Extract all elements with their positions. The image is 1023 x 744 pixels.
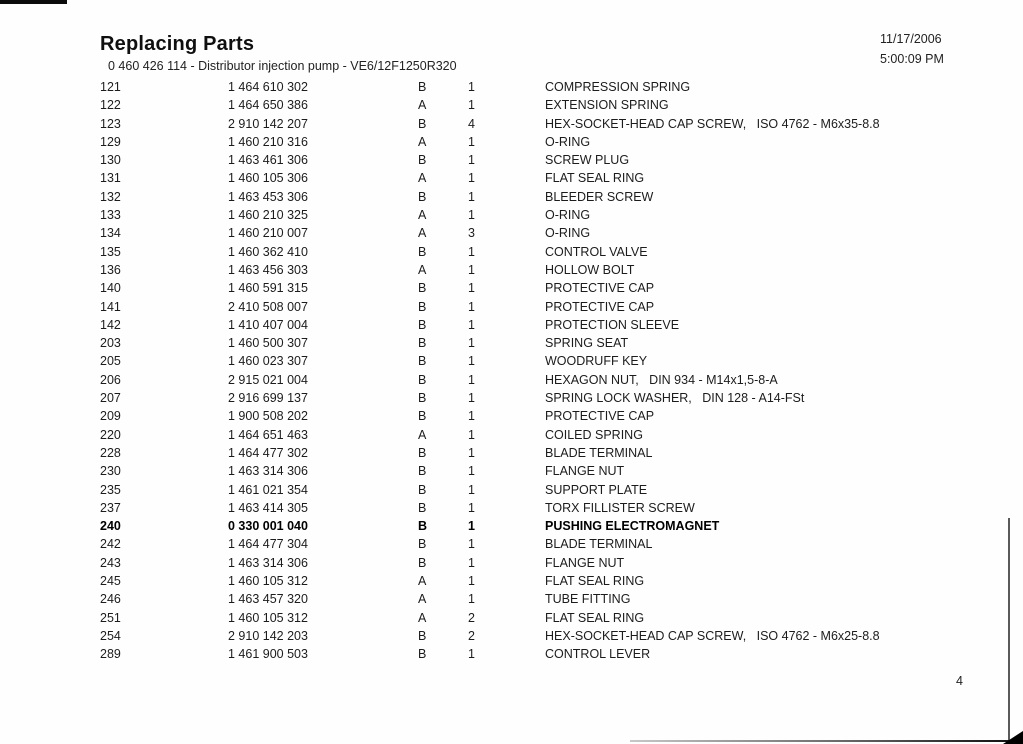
table-row: [100, 206, 995, 224]
description-cell: FLAT SEAL RING: [545, 610, 645, 625]
description-cell: O-RING: [545, 208, 591, 223]
item-number-cell: 131: [100, 171, 121, 186]
table-row: [100, 645, 995, 663]
table-row: [100, 96, 995, 114]
table-row: [100, 426, 995, 444]
description-cell: BLEEDER SCREW: [545, 189, 654, 204]
part-number-cell: 1 463 456 303: [228, 262, 308, 277]
quantity-cell: 1: [468, 153, 475, 168]
quantity-cell: 1: [468, 445, 475, 460]
item-number-cell: 205: [100, 354, 121, 369]
table-row: [100, 554, 995, 572]
code-cell: B: [418, 281, 427, 296]
table-row: [100, 243, 995, 261]
code-cell: B: [418, 555, 427, 570]
quantity-cell: 2: [468, 610, 475, 625]
quantity-cell: 1: [468, 281, 475, 296]
part-number-cell: 1 900 508 202: [228, 409, 308, 424]
description-cell: TUBE FITTING: [545, 592, 631, 607]
description-cell: O-RING: [545, 226, 591, 241]
table-row: [100, 609, 995, 627]
description-cell: EXTENSION SPRING: [545, 98, 669, 113]
item-number-cell: 220: [100, 427, 121, 442]
code-cell: A: [418, 427, 427, 442]
code-cell: A: [418, 171, 427, 186]
table-row: [100, 627, 995, 645]
parts-table: [100, 78, 995, 664]
table-row: [100, 499, 995, 517]
quantity-cell: 1: [468, 208, 475, 223]
part-number-cell: 2 910 142 207: [228, 116, 308, 131]
description-cell: FLAT SEAL RING: [545, 574, 645, 589]
description-cell: HEX-SOCKET-HEAD CAP SCREW, ISO 4762 - M6x25-8.8: [545, 628, 880, 643]
part-number-cell: 2 410 508 007: [228, 299, 308, 314]
code-cell: B: [418, 354, 427, 369]
table-row: [100, 371, 995, 389]
code-cell: B: [418, 336, 427, 351]
description-cell: HEXAGON NUT, DIN 934 - M14x1,5-8-A: [545, 372, 778, 387]
description-cell: O-RING: [545, 134, 591, 149]
part-number-cell: 0 330 001 040: [228, 519, 308, 534]
part-number-cell: 1 464 477 302: [228, 445, 308, 460]
code-cell: B: [418, 244, 427, 259]
code-cell: B: [418, 500, 427, 515]
table-row: [100, 481, 995, 499]
part-number-cell: 1 460 362 410: [228, 244, 308, 259]
item-number-cell: 230: [100, 464, 121, 479]
part-number-cell: 1 463 461 306: [228, 153, 308, 168]
item-number-cell: 134: [100, 226, 121, 241]
description-cell: CONTROL LEVER: [545, 647, 651, 662]
code-cell: A: [418, 262, 427, 277]
quantity-cell: 1: [468, 592, 475, 607]
part-number-cell: 1 460 105 306: [228, 171, 308, 186]
table-row: [100, 133, 995, 151]
code-cell: B: [418, 189, 427, 204]
table-row: [100, 352, 995, 370]
table-row: [100, 115, 995, 133]
code-cell: B: [418, 391, 427, 406]
quantity-cell: 1: [468, 372, 475, 387]
part-number-cell: 2 916 699 137: [228, 391, 308, 406]
table-row: [100, 78, 995, 96]
table-row: [100, 224, 995, 242]
quantity-cell: 1: [468, 262, 475, 277]
scan-artifact-top-bar: [0, 0, 67, 4]
part-number-cell: 1 464 650 386: [228, 98, 308, 113]
item-number-cell: 251: [100, 610, 121, 625]
description-cell: PUSHING ELECTROMAGNET: [545, 519, 720, 534]
code-cell: A: [418, 98, 427, 113]
code-cell: B: [418, 317, 427, 332]
quantity-cell: 1: [468, 555, 475, 570]
quantity-cell: 1: [468, 391, 475, 406]
item-number-cell: 203: [100, 336, 121, 351]
page-title: Replacing Parts: [100, 33, 255, 55]
item-number-cell: 121: [100, 80, 121, 94]
code-cell: A: [418, 574, 427, 589]
item-number-cell: 242: [100, 537, 121, 552]
item-number-cell: 240: [100, 519, 121, 534]
table-row: [100, 590, 995, 608]
quantity-cell: 1: [468, 317, 475, 332]
table-row: [100, 188, 995, 206]
part-number-cell: 1 460 105 312: [228, 610, 308, 625]
quantity-cell: 1: [468, 171, 475, 186]
code-cell: B: [418, 628, 427, 643]
part-number-cell: 1 461 021 354: [228, 482, 308, 497]
description-cell: FLANGE NUT: [545, 464, 625, 479]
quantity-cell: 1: [468, 519, 475, 534]
part-number-cell: 1 460 210 325: [228, 208, 308, 223]
table-row: [100, 462, 995, 480]
quantity-cell: 1: [468, 464, 475, 479]
code-cell: B: [418, 409, 427, 424]
quantity-cell: 1: [468, 336, 475, 351]
part-number-cell: 1 460 591 315: [228, 281, 308, 296]
code-cell: B: [418, 647, 427, 662]
quantity-cell: 1: [468, 427, 475, 442]
quantity-cell: 1: [468, 409, 475, 424]
part-number-cell: 1 464 651 463: [228, 427, 308, 442]
table-row: [100, 151, 995, 169]
quantity-cell: 1: [468, 647, 475, 662]
description-cell: SPRING SEAT: [545, 336, 629, 351]
part-number-cell: 1 463 453 306: [228, 189, 308, 204]
description-cell: TORX FILLISTER SCREW: [545, 500, 695, 515]
description-cell: CONTROL VALVE: [545, 244, 648, 259]
item-number-cell: 235: [100, 482, 121, 497]
code-cell: A: [418, 592, 427, 607]
code-cell: B: [418, 299, 427, 314]
description-cell: WOODRUFF KEY: [545, 354, 648, 369]
item-number-cell: 123: [100, 116, 121, 131]
part-number-cell: 1 460 210 316: [228, 134, 308, 149]
table-row: [100, 261, 995, 279]
part-number-cell: 1 460 210 007: [228, 226, 308, 241]
item-number-cell: 140: [100, 281, 121, 296]
quantity-cell: 1: [468, 574, 475, 589]
quantity-cell: 1: [468, 189, 475, 204]
time-label: 5:00:09 PM: [880, 52, 944, 66]
quantity-cell: 3: [468, 226, 475, 241]
description-cell: SPRING LOCK WASHER, DIN 128 - A14-FSt: [545, 391, 805, 406]
description-cell: FLANGE NUT: [545, 555, 625, 570]
table-row: [100, 517, 995, 535]
page-subtitle: 0 460 426 114 - Distributor injection pump - VE6/12F1250R320: [108, 59, 457, 73]
item-number-cell: 206: [100, 372, 121, 387]
item-number-cell: 237: [100, 500, 121, 515]
description-cell: SUPPORT PLATE: [545, 482, 648, 497]
item-number-cell: 246: [100, 592, 121, 607]
code-cell: A: [418, 134, 427, 149]
item-number-cell: 142: [100, 317, 121, 332]
description-cell: HOLLOW BOLT: [545, 262, 635, 277]
part-number-cell: 1 463 457 320: [228, 592, 308, 607]
timestamp-block: [880, 29, 944, 69]
item-number-cell: 243: [100, 555, 121, 570]
table-row: [100, 444, 995, 462]
part-number-cell: 1 461 900 503: [228, 647, 308, 662]
code-cell: A: [418, 226, 427, 241]
quantity-cell: 2: [468, 628, 475, 643]
code-cell: B: [418, 537, 427, 552]
part-number-cell: 1 460 500 307: [228, 336, 308, 351]
description-cell: PROTECTIVE CAP: [545, 409, 655, 424]
part-number-cell: 1 463 314 306: [228, 464, 308, 479]
quantity-cell: 1: [468, 354, 475, 369]
table-row: [100, 572, 995, 590]
description-cell: PROTECTIVE CAP: [545, 281, 655, 296]
part-number-cell: 1 460 023 307: [228, 354, 308, 369]
item-number-cell: 129: [100, 134, 121, 149]
item-number-cell: 245: [100, 574, 121, 589]
part-number-cell: 1 464 477 304: [228, 537, 308, 552]
quantity-cell: 4: [468, 116, 475, 131]
item-number-cell: 209: [100, 409, 121, 424]
quantity-cell: 1: [468, 98, 475, 113]
item-number-cell: 289: [100, 647, 121, 662]
quantity-cell: 1: [468, 537, 475, 552]
code-cell: B: [418, 80, 427, 94]
part-number-cell: 1 460 105 312: [228, 574, 308, 589]
quantity-cell: 1: [468, 500, 475, 515]
code-cell: B: [418, 116, 427, 131]
quantity-cell: 1: [468, 482, 475, 497]
table-row: [100, 535, 995, 553]
description-cell: HEX-SOCKET-HEAD CAP SCREW, ISO 4762 - M6x35-8.8: [545, 116, 880, 131]
item-number-cell: 132: [100, 189, 121, 204]
date-label: 11/17/2006: [880, 32, 942, 46]
item-number-cell: 130: [100, 153, 121, 168]
part-number-cell: 1 410 407 004: [228, 317, 308, 332]
item-number-cell: 133: [100, 208, 121, 223]
description-cell: BLADE TERMINAL: [545, 537, 653, 552]
quantity-cell: 1: [468, 80, 475, 94]
scan-artifact-corner: [1003, 731, 1023, 744]
code-cell: B: [418, 519, 428, 534]
part-number-cell: 1 464 610 302: [228, 80, 308, 94]
quantity-cell: 1: [468, 299, 475, 314]
item-number-cell: 136: [100, 262, 121, 277]
description-cell: COMPRESSION SPRING: [545, 80, 691, 94]
page-number: 4: [956, 674, 963, 688]
item-number-cell: 254: [100, 628, 121, 643]
code-cell: B: [418, 464, 427, 479]
part-number-cell: 1 463 314 306: [228, 555, 308, 570]
item-number-cell: 122: [100, 98, 121, 113]
scan-artifact-bottom-edge: [630, 740, 1013, 743]
code-cell: A: [418, 610, 427, 625]
table-row: [100, 298, 995, 316]
table-row: [100, 334, 995, 352]
table-row: [100, 279, 995, 297]
table-row: [100, 407, 995, 425]
description-cell: FLAT SEAL RING: [545, 171, 645, 186]
code-cell: A: [418, 208, 427, 223]
item-number-cell: 207: [100, 391, 121, 406]
code-cell: B: [418, 372, 427, 387]
description-cell: SCREW PLUG: [545, 153, 630, 168]
item-number-cell: 135: [100, 244, 121, 259]
description-cell: BLADE TERMINAL: [545, 445, 653, 460]
table-row: [100, 316, 995, 334]
description-cell: COILED SPRING: [545, 427, 643, 442]
quantity-cell: 1: [468, 134, 475, 149]
part-number-cell: 2 910 142 203: [228, 628, 308, 643]
description-cell: PROTECTION SLEEVE: [545, 317, 680, 332]
item-number-cell: 141: [100, 299, 121, 314]
item-number-cell: 228: [100, 445, 121, 460]
part-number-cell: 1 463 414 305: [228, 500, 308, 515]
table-row: [100, 389, 995, 407]
quantity-cell: 1: [468, 244, 475, 259]
scan-artifact-right-edge: [1008, 518, 1010, 744]
part-number-cell: 2 915 021 004: [228, 372, 308, 387]
code-cell: B: [418, 153, 427, 168]
code-cell: B: [418, 445, 427, 460]
table-row: [100, 169, 995, 187]
code-cell: B: [418, 482, 427, 497]
description-cell: PROTECTIVE CAP: [545, 299, 655, 314]
